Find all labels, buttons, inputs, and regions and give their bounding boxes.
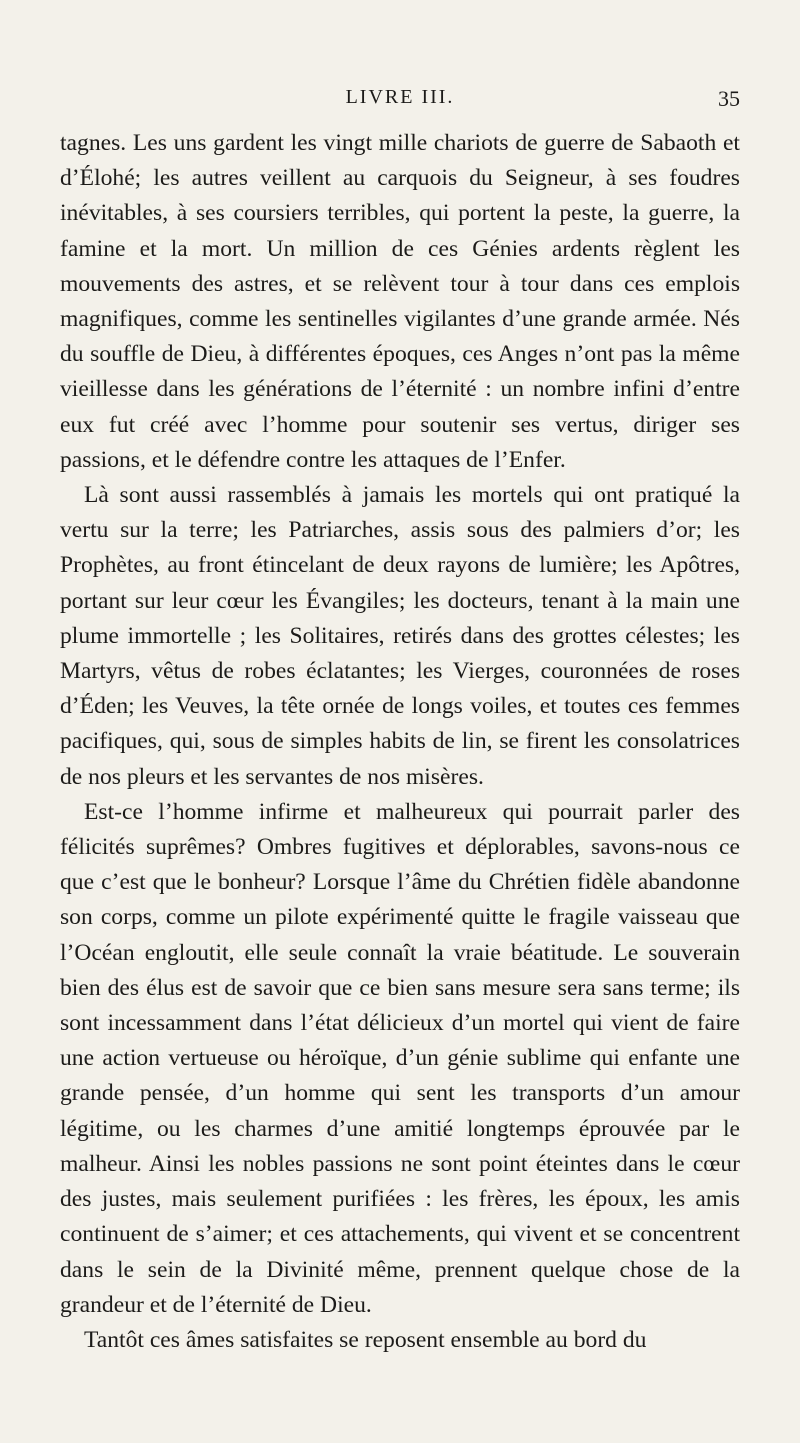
running-head <box>60 86 740 116</box>
paragraph-souls-rest: Tantôt ces âmes satisfaites se reposent ensemble au bord du <box>84 1326 647 1353</box>
paragraph-felicities: Est-ce l’homme infirme et malheureux qui pourrait parler des félicités suprêmes? Ombres fugitives et déplorables, savons-nous ce que c’est que le bonheur? Lorsque l’âme du Chrétien fidèle abandonne son corps, comme un pilote expérimenté quitte le fragile vaisseau que l’Océan engloutit, elle seule connaît la vraie béatitude. Le souverain bien des élus est de savoir que ce bien sans mesure sera sans terme; ils sont incessamment dans l’état délicieux d’un mortel qui vient de faire une action vertueuse ou héroïque, d’un génie sublime qui enfante une grande pensée, d’un homme qui sent les transports d’un amour légitime, ou les charmes d’une amitié longtemps éprouvée par le malheur. Ainsi les nobles passions ne sont point éteintes dans le cœur des justes, mais seulement purifiées : les frères, les époux, les amis continuent de s’aimer; et ces attachements, qui vivent et se concentrent dans le sein de la Divinité même, prennent quelque chose de la grandeur et de l’éternité de Dieu. <box>60 798 740 1318</box>
paragraph-elect: Là sont aussi rassemblés à jamais les mortels qui ont pratiqué la vertu sur la terre; les Patriarches, assis sous des palmiers d’or; les Prophètes, au front étincelant de deux rayons de lumière; les Apôtres, portant sur leur cœur les Évangiles; les docteurs, tenant à la main une plume immortelle ; les Solitaires, retirés dans des grottes célestes; les Martyrs, vêtus de robes éclatantes; les Vierges, couronnées de roses d’Éden; les Veuves, la tête ornée de longs voiles, et toutes ces femmes pacifiques, qui, sous de simples habits de lin, se firent les consolatrices de nos pleurs et les servantes de nos misères. <box>60 482 740 790</box>
running-title: LIVRE III. <box>345 86 455 108</box>
page-number: 35 <box>718 86 740 111</box>
body-text <box>60 126 740 1358</box>
paragraph-continuation: tagnes. Les uns gardent les vingt mille chariots de guerre de Sabaoth et d’Élohé; les autres veillent au carquois du Seigneur, à ses foudres inévitables, à ses coursiers terribles, qui portent la peste, la guerre, la famine et la mort. Un million de ces Génies ardents règlent les mouvements des astres, et se relèvent tour à tour dans ces emplois magnifiques, comme les sentinelles vigilantes d’une grande armée. Nés du souffle de Dieu, à différentes époques, ces Anges n’ont pas la même vieillesse dans les générations de l’éternité : un nombre infini d’entre eux fut créé avec l’homme pour soutenir ses vertus, diriger ses passions, et le défendre contre les attaques de l’Enfer. <box>60 130 740 473</box>
